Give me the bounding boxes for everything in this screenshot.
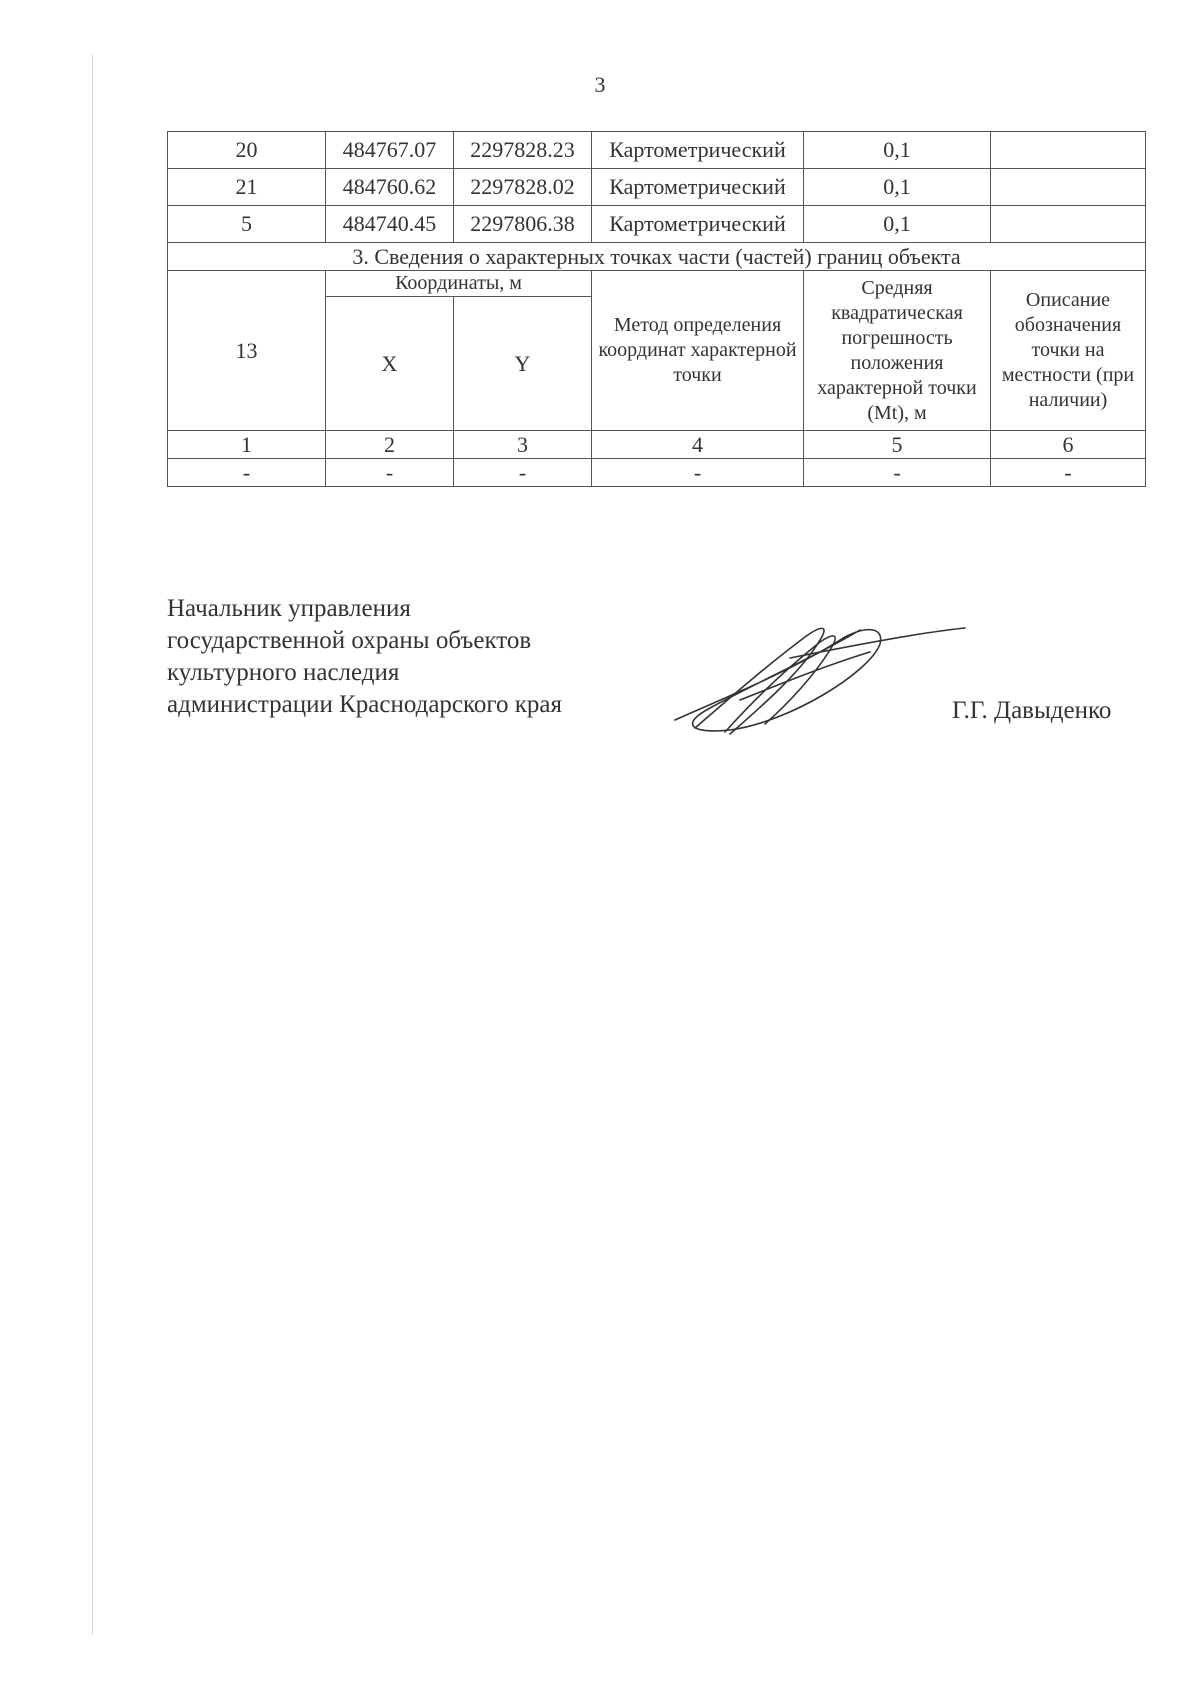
position-line: государственной охраны объектов: [167, 627, 532, 654]
coordinates-table: [167, 131, 1146, 487]
header-description: Описание обозначения точки на местности (при наличии): [991, 271, 1146, 431]
method-cell: Картометрический: [592, 169, 804, 206]
header-method: Метод определения координат характерной точки: [592, 271, 804, 431]
header-row: [168, 271, 1146, 297]
description-cell: [991, 132, 1146, 169]
signatory-name: Г.Г. Давыденко: [952, 697, 1112, 724]
coord-y: 2297828.02: [454, 169, 592, 206]
header-error: Средняя квадратическая погрешность положения характерной точки (Mt), м: [804, 271, 991, 431]
column-number: 4: [592, 431, 804, 459]
method-cell: Картометрический: [592, 132, 804, 169]
error-cell: 0,1: [804, 206, 991, 243]
error-cell: 0,1: [804, 169, 991, 206]
header-coordinates: Координаты, м: [326, 271, 592, 297]
description-cell: [991, 206, 1146, 243]
header-point-column: 13: [168, 271, 326, 431]
method-cell: Картометрический: [592, 206, 804, 243]
dash-cell: -: [592, 459, 804, 487]
position-line: администрации Краснодарского края: [167, 691, 563, 718]
position-line: Начальник управления: [167, 595, 411, 622]
point-number: 5: [168, 206, 326, 243]
description-cell: [991, 169, 1146, 206]
section-title-row: [168, 243, 1146, 271]
column-number: 1: [168, 431, 326, 459]
point-number: 21: [168, 169, 326, 206]
column-number: 5: [804, 431, 991, 459]
coord-y: 2297806.38: [454, 206, 592, 243]
dash-cell: -: [326, 459, 454, 487]
handwritten-signature: [670, 612, 970, 742]
coord-x: 484740.45: [326, 206, 454, 243]
dash-cell: -: [804, 459, 991, 487]
header-x: X: [326, 297, 454, 431]
table-row: [168, 206, 1146, 243]
point-number: 20: [168, 132, 326, 169]
page-margin-line: [92, 55, 93, 1635]
empty-row: [168, 459, 1146, 487]
position-line: культурного наследия: [167, 659, 400, 686]
coord-x: 484767.07: [326, 132, 454, 169]
column-number: 3: [454, 431, 592, 459]
table-row: [168, 169, 1146, 206]
table-row: [168, 132, 1146, 169]
header-y: Y: [454, 297, 592, 431]
coord-x: 484760.62: [326, 169, 454, 206]
section-title: 3. Сведения о характерных точках части (частей) границ объекта: [168, 243, 1146, 271]
column-number: 2: [326, 431, 454, 459]
dash-cell: -: [991, 459, 1146, 487]
coord-y: 2297828.23: [454, 132, 592, 169]
error-cell: 0,1: [804, 132, 991, 169]
signatory-position: [167, 593, 562, 721]
column-number: 6: [991, 431, 1146, 459]
dash-cell: -: [168, 459, 326, 487]
page-number: 3: [594, 72, 606, 97]
column-numbers-row: [168, 431, 1146, 459]
dash-cell: -: [454, 459, 592, 487]
